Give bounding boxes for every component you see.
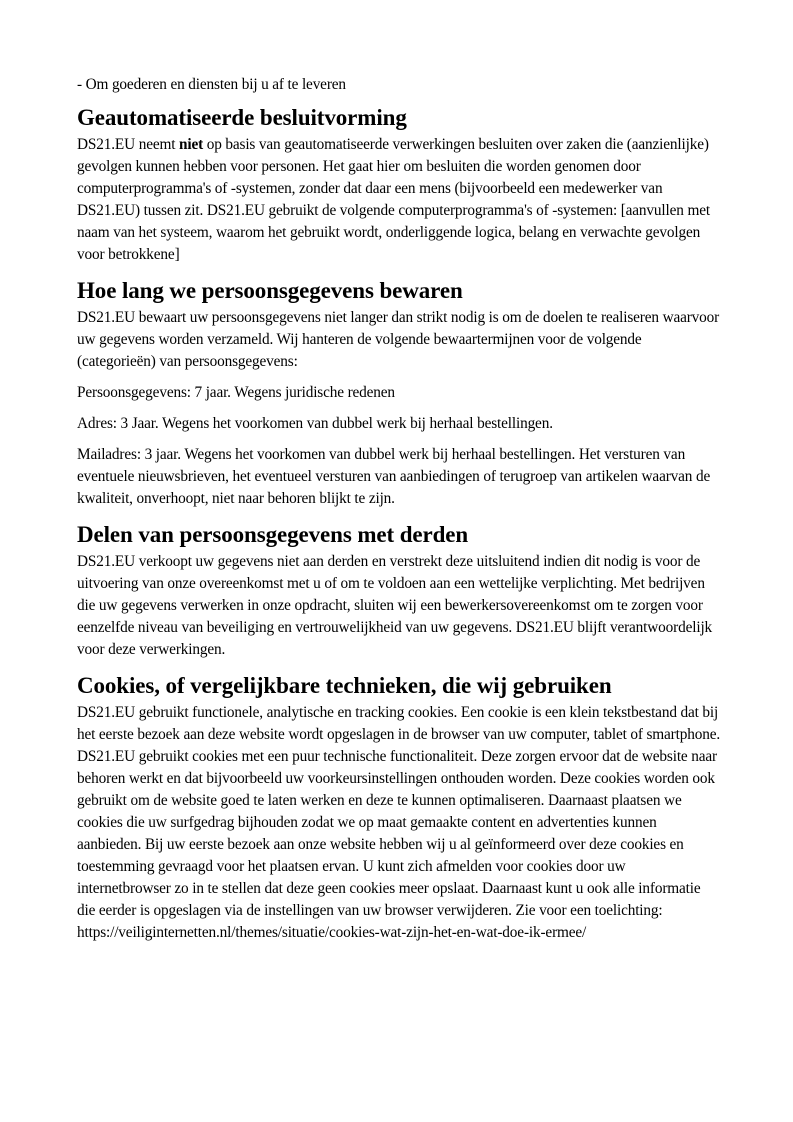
section-paragraph — [77, 134, 722, 266]
section-sharing-with-third-parties — [77, 521, 722, 661]
bullet-deliver-goods: - Om goederen en diensten bij u af te leveren — [77, 76, 346, 93]
document-page — [77, 74, 722, 944]
section-automated-decision-making — [77, 104, 722, 266]
retention-address: Adres: 3 Jaar. Wegens het voorkomen van dubbel werk bij herhaal bestellingen. — [77, 415, 553, 432]
section-heading: Hoe lang we persoonsgegevens bewaren — [77, 278, 463, 303]
section-paragraph — [77, 702, 722, 944]
paragraph-text-end: op basis van geautomatiseerde verwerkingen besluiten over zaken die (aanzienlijke) gevolgen kunnen hebben voor personen. Het gaat hier om besluiten die worden genomen door computerprogramma's of -systemen, zonder dat daar een mens (bijvoorbeeld een medewerker van DS21.EU) tussen zit. DS21.EU gebruikt de volgende computerprogramma's of -systemen: [aanvullen met naam van het systeem, waarom het gebruikt wordt, onderliggende logica, belang en verwachte gevolgen voor betrokkene] — [77, 136, 710, 263]
section-paragraph: DS21.EU bewaart uw persoonsgegevens niet langer dan strikt nodig is om de doelen te realiseren waarvoor uw gegevens worden verzameld. Wij hanteren de volgende bewaartermijnen voor de volgende (categorieën) van persoonsgegevens: — [77, 309, 720, 370]
section-retention-period — [77, 277, 722, 510]
section-cookies — [77, 672, 722, 944]
paragraph-text-start: DS21.EU neemt — [77, 136, 179, 153]
emphasis-not: niet — [179, 136, 204, 153]
section-heading: Cookies, of vergelijkbare technieken, die wij gebruiken — [77, 673, 612, 698]
section-heading: Delen van persoonsgegevens met derden — [77, 522, 469, 547]
cookies-text: DS21.EU gebruikt functionele, analytische en tracking cookies. Een cookie is een klein tekstbestand dat bij het eerste bezoek aan deze website wordt opgeslagen in de browser van uw computer, tablet of smartphone. DS21.EU gebruikt cookies met een puur technische functionaliteit. Deze zorgen ervoor dat de website naar behoren werkt en dat bijvoorbeeld uw voorkeursinstellingen onthouden worden. Deze cookies worden ook gebruikt om de website goed te laten werken en deze te kunnen optimaliseren. Daarnaast plaatsen we cookies die uw surfgedrag bijhouden zodat we op maat gemaakte content en advertenties kunnen aanbieden. Bij uw eerste bezoek aan onze website hebben wij u al geïnformeerd over deze cookies en toestemming gevraagd voor het plaatsen ervan. U kunt zich afmelden voor cookies door uw internetbrowser zo in te stellen dat deze geen cookies meer opslaat. Daarnaast kunt u ook alle informatie die eerder is opgeslagen via de instellingen van uw browser verwijderen. Zie voor een toelichting: — [77, 704, 721, 919]
section-paragraph: DS21.EU verkoopt uw gegevens niet aan derden en verstrekt deze uitsluitend indien dit nodig is voor de uitvoering van onze overeenkomst met u of om te voldoen aan een wettelijke verplichting. Met bedrijven die uw gegevens verwerken in onze opdracht, sluiten wij een bewerkersovereenkomst om te zorgen voor eenzelfde niveau van beveiliging en vertrouwelijkheid van uw gegevens. DS21.EU blijft verantwoordelijk voor deze verwerkingen. — [77, 553, 713, 658]
section-heading: Geautomatiseerde besluitvorming — [77, 105, 407, 130]
retention-email: Mailadres: 3 jaar. Wegens het voorkomen van dubbel werk bij herhaal bestellingen. Het versturen van eventuele nieuwsbrieven, het eventueel versturen van aanbiedingen of terugroep van artikelen waarvan de kwaliteit, onverhoopt, niet naar behoren blijkt te zijn. — [77, 446, 711, 507]
cookies-info-link[interactable]: https://veiliginternetten.nl/themes/situatie/cookies-wat-zijn-het-en-wat-doe-ik-ermee/ — [77, 924, 587, 941]
retention-personal-data: Persoonsgegevens: 7 jaar. Wegens juridische redenen — [77, 384, 395, 401]
